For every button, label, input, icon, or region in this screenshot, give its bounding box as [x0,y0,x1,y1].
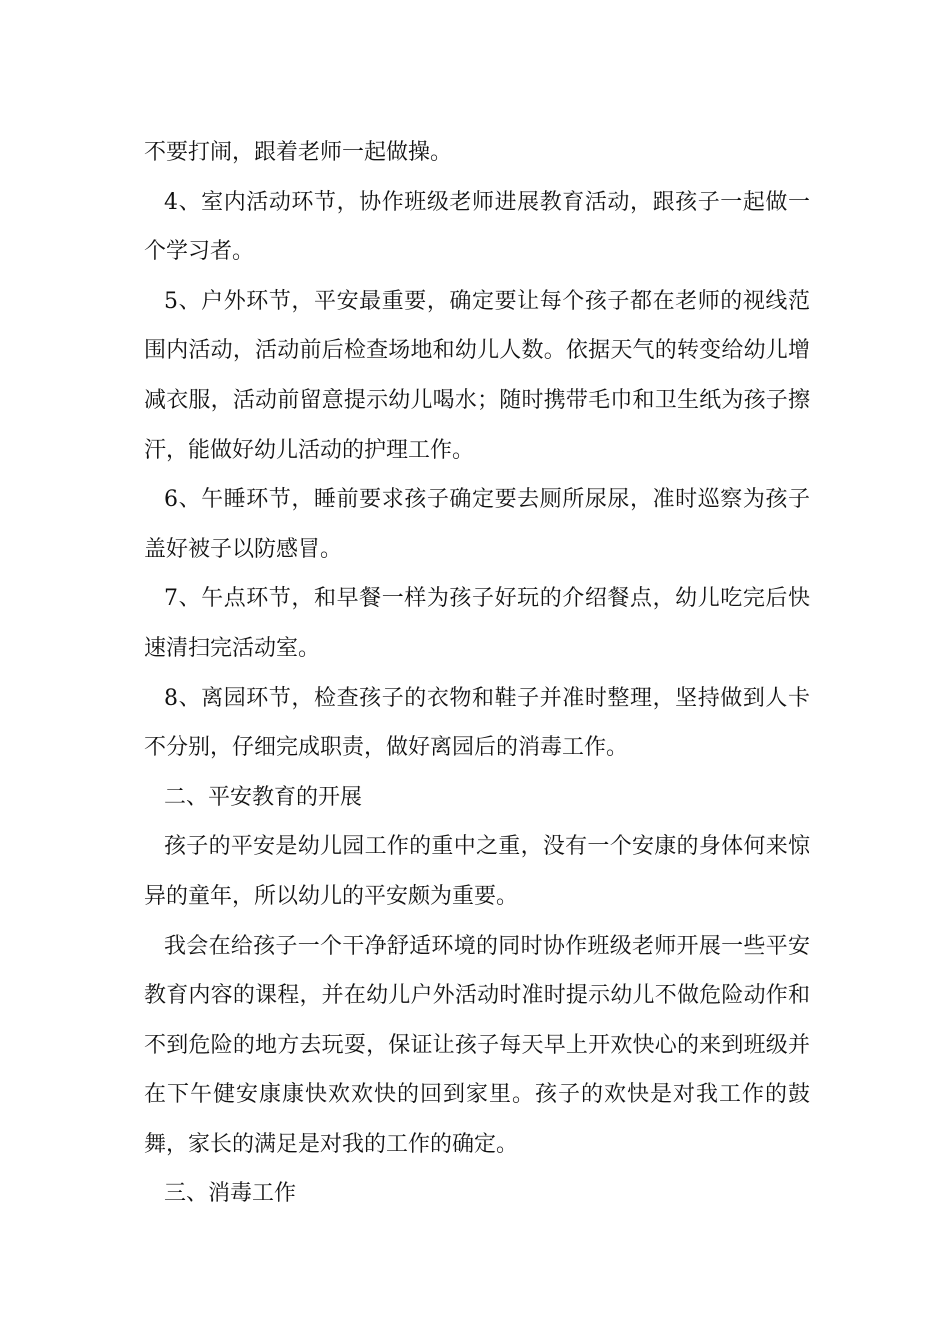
paragraph-safety-intro: 孩子的平安是幼儿园工作的重中之重，没有一个安康的身体何来惊异的童年，所以幼儿的平安颇为重要。 [144,834,810,909]
paragraph-item-6: 6、午睡环节，睡前要求孩子确定要去厕所尿尿，准时巡察为孩子盖好被子以防感冒。 [144,487,810,562]
section-heading-disinfection: 三、消毒工作 [164,1181,297,1207]
paragraph-item-4: 4、室内活动环节，协作班级老师进展教育活动，跟孩子一起做一个学习者。 [144,189,810,265]
paragraph-item-7: 7、午点环节，和早餐一样为孩子好玩的介绍餐点，幼儿吃完后快速清扫完活动室。 [144,586,810,661]
paragraph-continuation: 不要打闹，跟着老师一起做操。 [144,140,453,165]
section-heading-safety: 二、平安教育的开展 [164,784,363,810]
paragraph-item-5: 5、户外环节，平安最重要，确定要让每个孩子都在老师的视线范围内活动，活动前后检查场地和幼儿人数。依据天气的转变给幼儿增减衣服，活动前留意提示幼儿喝水；随时携带毛巾和卫生纸为孩子擦汗，能做好幼儿活动的护理工作。 [144,288,810,463]
paragraph-item-8: 8、离园环节，检查孩子的衣物和鞋子并准时整理，坚持做到人卡不分别，仔细完成职责，做好离园后的消毒工作。 [144,685,810,761]
paragraph-safety-detail: 我会在给孩子一个干净舒适环境的同时协作班级老师开展一些平安教育内容的课程，并在幼儿户外活动时准时提示幼儿不做危险动作和不到危险的地方去玩耍，保证让孩子每天早上开欢快心的来到班级并在下午健安康康快欢欢快的回到家里。孩子的欢快是对我工作的鼓舞，家长的满足是对我的工作的确定。 [144,933,810,1157]
document-body [144,128,810,1219]
